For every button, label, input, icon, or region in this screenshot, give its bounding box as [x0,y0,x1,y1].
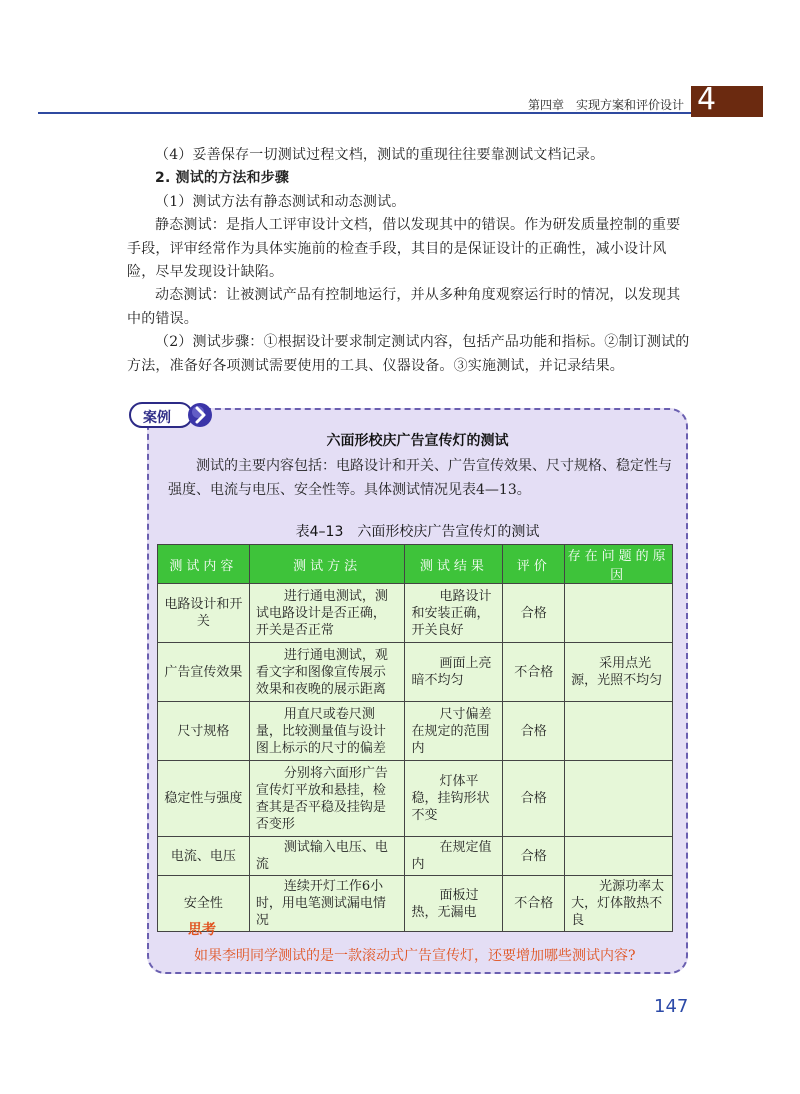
static-test-paragraph: 静态测试：是指人工评审设计文档，借以发现其中的错误。作为研发质量控制的重要手段，评审经常作为具体实施前的检查手段，其目的是保证设计的正确性，减小设计风险，尽早发现设计缺陷。 [127,217,681,281]
body-text [127,144,692,378]
cell-evaluation: 合格 [503,584,565,643]
page-number: 147 [654,996,689,1017]
cell-evaluation: 合格 [503,702,565,761]
column-header: 评价 [503,545,565,584]
chevron-right-icon [187,400,213,430]
table-row [158,837,673,876]
column-header: 存在问题的原因 [565,545,673,584]
column-header: 测试结果 [405,545,503,584]
cell-evaluation: 不合格 [503,643,565,702]
cell-content: 稳定性与强度 [158,761,250,837]
table-row [158,876,673,932]
cell-result: 在规定值内 [405,837,503,876]
chapter-title: 第四章 实现方案和评价设计 [528,98,685,112]
cell-reason [565,702,673,761]
cell-result: 灯体平稳，挂钩形状不变 [405,761,503,837]
test-table [157,544,673,932]
cell-result: 尺寸偏差在规定的范围内 [405,702,503,761]
cell-reason [565,761,673,837]
table-row [158,761,673,837]
cell-content: 广告宣传效果 [158,643,250,702]
column-header: 测试方法 [249,545,405,584]
cell-reason: 采用点光源，光照不均匀 [565,643,673,702]
cell-reason [565,584,673,643]
case-intro: 测试的主要内容包括：电路设计和开关、广告宣传效果、尺寸规格、稳定性与强度、电流与电压、安全性等。具体测试情况见表4—13。 [168,458,672,498]
cell-method: 测试输入电压、电流 [249,837,405,876]
case-title: 六面形校庆广告宣传灯的测试 [326,433,509,449]
item-1: （1）测试方法有静态测试和动态测试。 [155,193,406,210]
cell-content: 安全性 [158,876,250,932]
cell-content: 电流、电压 [158,837,250,876]
cell-method: 进行通电测试，观看文字和图像宣传展示效果和夜晚的展示距离 [249,643,405,702]
cell-method: 进行通电测试，测试电路设计是否正确，开关是否正常 [249,584,405,643]
cell-result: 面板过热，无漏电 [405,876,503,932]
cell-method: 分别将六面形广告宣传灯平放和悬挂，检查其是否平稳及挂钩是否变形 [249,761,405,837]
cell-method: 连续开灯工作6小时，用电笔测试漏电情况 [249,876,405,932]
case-tag-label: 案例 [143,410,171,426]
column-header: 测试内容 [158,545,250,584]
case-tag [129,400,211,430]
item-2: （2）测试步骤：①根据设计要求制定测试内容，包括产品功能和指标。②制订测试的方法，准备好各项测试需要使用的工具、仪器设备。③实施测试，并记录结果。 [127,334,690,374]
dynamic-test-paragraph: 动态测试：让被测试产品有控制地运行，并从多种角度观察运行时的情况，以发现其中的错误。 [127,287,681,327]
cell-result: 画面上亮暗不均匀 [405,643,503,702]
table-row [158,643,673,702]
cell-reason [565,837,673,876]
think-label: 思考 [188,922,216,938]
cell-reason: 光源功率太大，灯体散热不良 [565,876,673,932]
think-question: 如果李明同学测试的是一款滚动式广告宣传灯，还要增加哪些测试内容? [194,948,636,964]
chapter-number: 4 [697,82,717,117]
table-header-row [158,545,673,584]
table-row [158,702,673,761]
table-row [158,584,673,643]
section-2-title: 2. 测试的方法和步骤 [155,170,290,187]
cell-result: 电路设计和安装正确，开关良好 [405,584,503,643]
cell-evaluation: 合格 [503,761,565,837]
item-4: （4）妥善保存一切测试过程文档，测试的重现往往要靠测试文档记录。 [155,147,605,163]
cell-content: 尺寸规格 [158,702,250,761]
cell-evaluation: 不合格 [503,876,565,932]
table-caption: 表4–13 六面形校庆广告宣传灯的测试 [295,524,540,540]
cell-method: 用直尺或卷尺测量，比较测量值与设计图上标示的尺寸的偏差 [249,702,405,761]
cell-content: 电路设计和开关 [158,584,250,643]
cell-evaluation: 合格 [503,837,565,876]
